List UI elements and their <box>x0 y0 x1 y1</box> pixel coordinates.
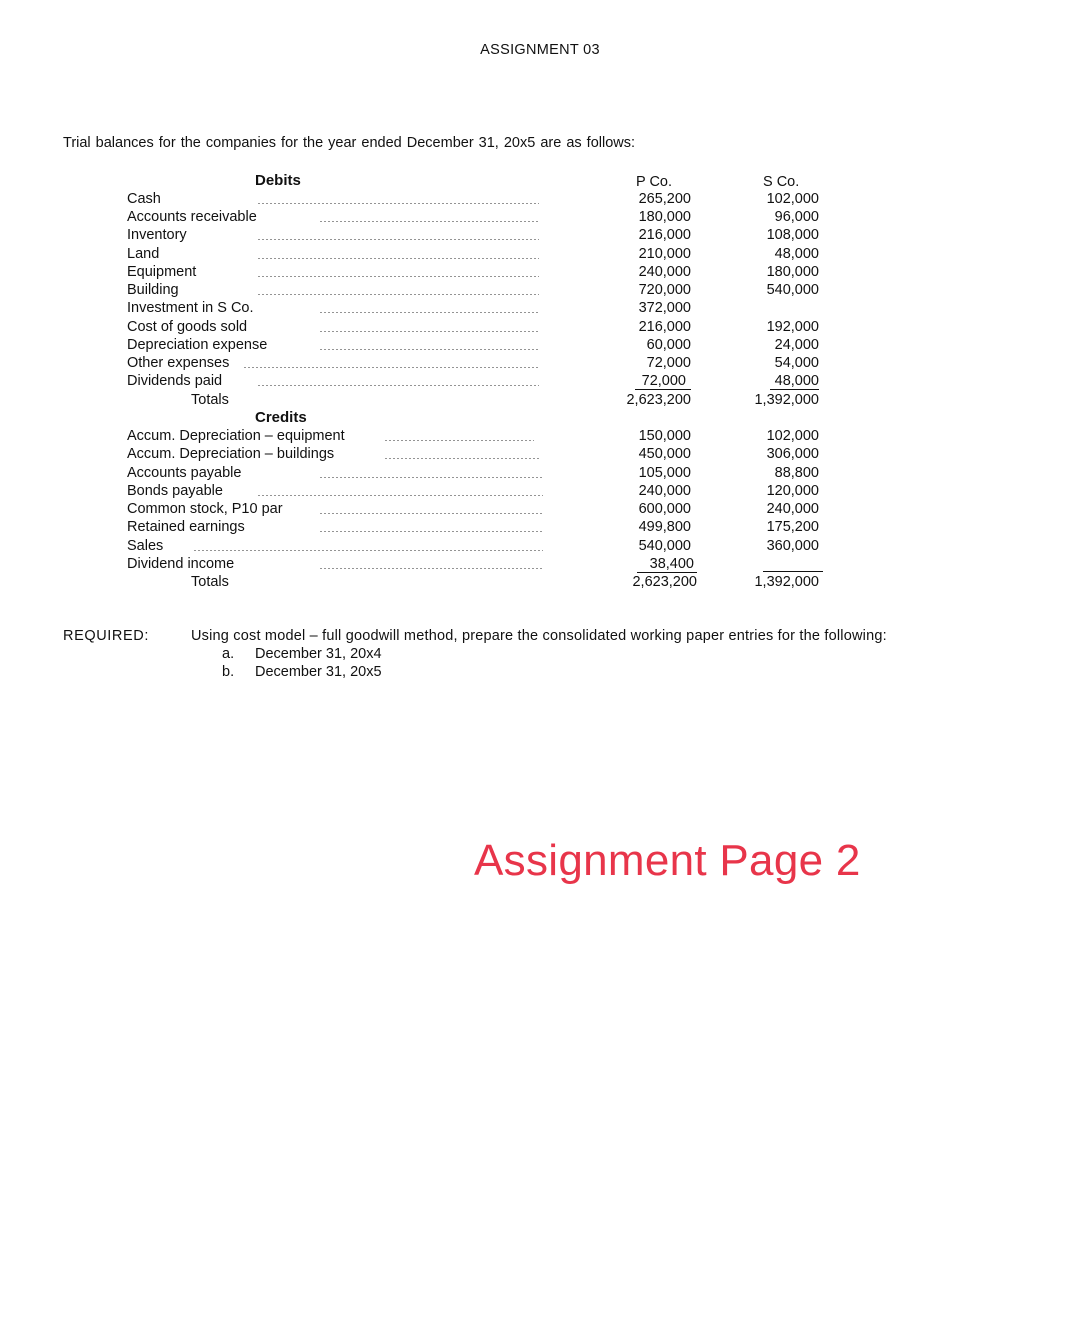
row-label: Accounts payable <box>127 465 242 481</box>
credit-row-accum-dep-equipment <box>0 427 1080 445</box>
s-value: 24,000 <box>774 337 819 353</box>
dot-leader <box>257 203 539 204</box>
p-value: 180,000 <box>638 209 691 225</box>
totals-label: Totals <box>191 574 229 590</box>
s-column-underline <box>763 571 823 572</box>
dot-leader <box>319 349 539 350</box>
p-value: 210,000 <box>638 246 691 262</box>
credit-row-sales <box>0 537 1080 555</box>
s-value: 175,200 <box>766 519 819 535</box>
s-value: 180,000 <box>766 264 819 280</box>
credit-row-bonds-payable <box>0 482 1080 500</box>
s-value: 48,000 <box>774 246 819 262</box>
totals-label: Totals <box>191 392 229 408</box>
p-value: 499,800 <box>638 519 691 535</box>
s-value: 102,000 <box>766 191 819 207</box>
dot-leader <box>319 513 543 514</box>
p-value: 216,000 <box>638 227 691 243</box>
row-label: Accum. Depreciation – buildings <box>127 446 335 462</box>
debit-row-dividends-paid <box>0 372 1080 390</box>
dot-leader <box>384 440 534 441</box>
p-co-header: P Co. <box>636 174 673 190</box>
row-label: Accounts receivable <box>127 209 257 225</box>
dot-leader <box>319 531 543 532</box>
s-value: 102,000 <box>766 428 819 444</box>
row-label: Depreciation expense <box>127 337 268 353</box>
debit-row-land <box>0 245 1080 263</box>
p-value: 372,000 <box>638 300 691 316</box>
p-value: 240,000 <box>638 264 691 280</box>
row-label: Sales <box>127 538 164 554</box>
dot-leader <box>319 312 539 313</box>
s-value <box>770 372 819 390</box>
credit-totals-row <box>0 573 1080 591</box>
required-text: Using cost model – full goodwill method, prepare the consolidated working paper entries for the following: <box>191 628 887 644</box>
row-label: Dividends paid <box>127 373 223 389</box>
p-value: 240,000 <box>638 483 691 499</box>
credit-row-accounts-payable <box>0 464 1080 482</box>
debit-row-investment <box>0 299 1080 317</box>
required-item-b <box>222 664 382 680</box>
s-total: 1,392,000 <box>754 574 819 590</box>
credit-row-dividend-income <box>0 555 1080 573</box>
s-total: 1,392,000 <box>754 392 819 408</box>
required-item-a <box>222 646 382 662</box>
row-label: Building <box>127 282 179 298</box>
s-value-underlined: 48,000 <box>770 374 819 390</box>
dot-leader <box>257 294 539 295</box>
debit-row-building <box>0 281 1080 299</box>
debit-row-cost-of-goods-sold <box>0 318 1080 336</box>
intro-text: Trial balances for the companies for the year ended December 31, 20x5 are as follows: <box>63 135 636 151</box>
row-label: Common stock, P10 par <box>127 501 283 517</box>
debit-row-equipment <box>0 263 1080 281</box>
row-label: Dividend income <box>127 556 235 572</box>
p-value <box>637 555 697 573</box>
debits-header: Debits <box>255 172 301 189</box>
credit-row-retained-earnings <box>0 518 1080 536</box>
item-letter: b. <box>222 664 235 680</box>
dot-leader <box>319 221 539 222</box>
p-value: 105,000 <box>638 465 691 481</box>
s-value: 88,800 <box>774 465 819 481</box>
debit-row-inventory <box>0 226 1080 244</box>
credit-row-accum-dep-buildings <box>0 445 1080 463</box>
s-value: 192,000 <box>766 319 819 335</box>
p-value: 72,000 <box>646 355 691 371</box>
dot-leader <box>193 550 543 551</box>
row-label: Accum. Depreciation – equipment <box>127 428 345 444</box>
s-value: 360,000 <box>766 538 819 554</box>
item-text: December 31, 20x4 <box>255 646 382 662</box>
debit-totals-row <box>0 391 1080 409</box>
dot-leader <box>319 568 543 569</box>
s-value: 120,000 <box>766 483 819 499</box>
dot-leader <box>384 458 539 459</box>
row-label: Investment in S Co. <box>127 300 254 316</box>
s-value: 108,000 <box>766 227 819 243</box>
p-value-underlined: 72,000 <box>635 374 691 390</box>
required-label: REQUIRED: <box>63 628 149 644</box>
dot-leader <box>257 258 539 259</box>
p-value: 540,000 <box>638 538 691 554</box>
p-value <box>635 372 691 390</box>
s-value: 96,000 <box>774 209 819 225</box>
row-label: Land <box>127 246 160 262</box>
credits-header: Credits <box>255 409 307 426</box>
dot-leader <box>257 276 539 277</box>
page-title: ASSIGNMENT 03 <box>480 42 600 58</box>
credit-row-common-stock <box>0 500 1080 518</box>
debit-row-cash <box>0 190 1080 208</box>
dot-leader <box>319 331 539 332</box>
s-value: 54,000 <box>774 355 819 371</box>
s-co-header: S Co. <box>763 174 800 190</box>
dot-leader <box>319 477 543 478</box>
dot-leader <box>257 239 539 240</box>
p-value: 60,000 <box>646 337 691 353</box>
item-text: December 31, 20x5 <box>255 664 382 680</box>
p-value: 150,000 <box>638 428 691 444</box>
dot-leader <box>257 385 539 386</box>
p-value: 450,000 <box>638 446 691 462</box>
row-label: Bonds payable <box>127 483 223 499</box>
p-total: 2,623,200 <box>632 574 697 590</box>
debit-row-accounts-receivable <box>0 208 1080 226</box>
item-letter: a. <box>222 646 235 662</box>
row-label: Cash <box>127 191 161 207</box>
s-value: 540,000 <box>766 282 819 298</box>
assignment-page-label: Assignment Page 2 <box>474 836 861 885</box>
p-value: 265,200 <box>638 191 691 207</box>
p-value: 216,000 <box>638 319 691 335</box>
dot-leader <box>243 367 539 368</box>
s-value: 240,000 <box>766 501 819 517</box>
row-label: Inventory <box>127 227 187 243</box>
row-label: Equipment <box>127 264 197 280</box>
dot-leader <box>257 495 543 496</box>
debit-row-depreciation-expense <box>0 336 1080 354</box>
s-value: 306,000 <box>766 446 819 462</box>
row-label: Other expenses <box>127 355 230 371</box>
p-value: 720,000 <box>638 282 691 298</box>
row-label: Cost of goods sold <box>127 319 248 335</box>
debit-row-other-expenses <box>0 354 1080 372</box>
p-value: 600,000 <box>638 501 691 517</box>
p-value-underlined: 38,400 <box>637 557 697 573</box>
row-label: Retained earnings <box>127 519 245 535</box>
p-total: 2,623,200 <box>626 392 691 408</box>
